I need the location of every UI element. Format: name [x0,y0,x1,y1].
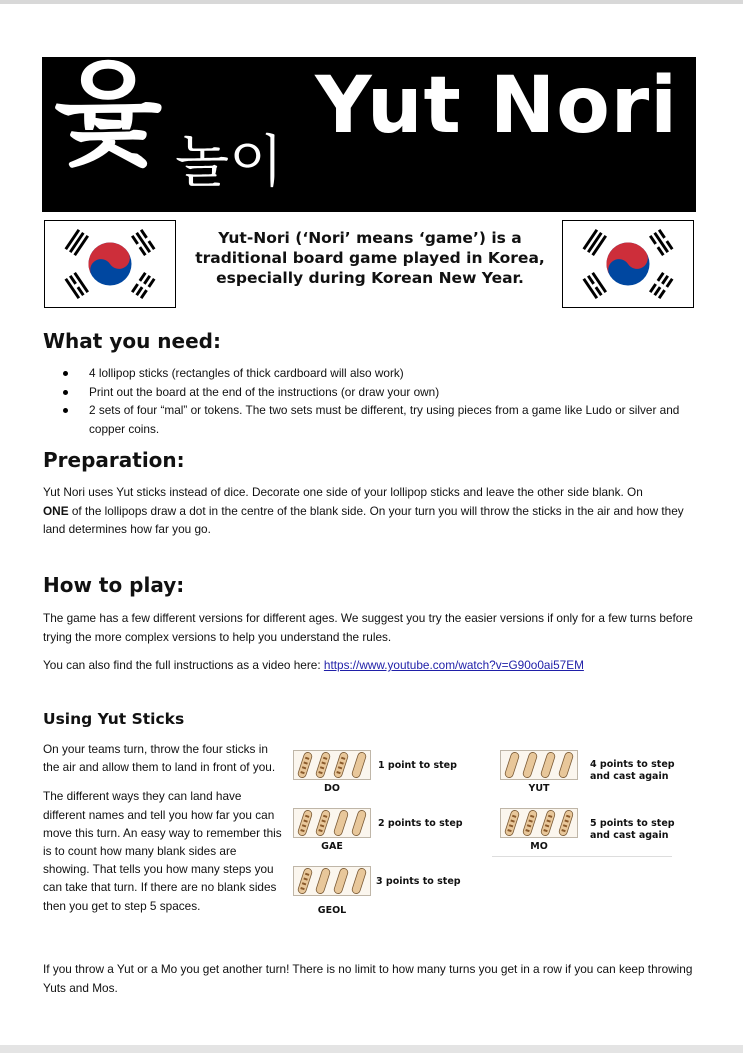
using-sticks-footer: If you throw a Yut or a Mo you get another turn! There is no limit to how many turns you get in a row if you can keep throwing Yuts and Mos. [43,962,693,995]
throw-desc-yut [590,759,700,783]
throw-mo-sticks-icon [500,808,578,838]
korean-title-yut: 윷 [54,57,163,180]
intro-text [190,228,550,288]
list-item: 2 sets of four “mal” or tokens. The two sets must be different, try using pieces from a game like Ludo or silver and copper coins. [43,401,703,438]
korean-flag-left-icon [44,220,176,308]
video-prefix: You can also find the full instructions as a video here: [43,658,324,672]
intro-line: Yut-Nori (‘Nori’ means ‘game’) is a [218,229,522,247]
page-bottom-edge [0,1045,743,1053]
video-line [43,656,703,675]
preparation-text [43,483,703,539]
throw-desc-line: 5 points to step [590,818,675,829]
intro-line: traditional board game played in Korea, [195,249,545,267]
throw-name-do: DO [324,783,340,794]
preparation-heading: Preparation: [43,448,185,472]
how-to-play-text: The game has a few different versions for different ages. We suggest you try the easier versions if only for a few turns before trying the more complex versions to help you understand the rules. [43,611,693,644]
using-yut-sticks-heading: Using Yut Sticks [43,710,185,728]
throw-desc-geol: 3 points to step [376,876,461,887]
title-banner [42,57,696,212]
video-link[interactable]: https://www.youtube.com/watch?v=G90o0ai57EM [323,658,584,672]
korean-title-nori: 놀이 [175,130,284,195]
throw-yut-sticks-icon [500,750,578,780]
needs-list [43,364,703,438]
using-sticks-para: The different ways they can land have different names and tell you how far you can move this turn. An easy way to remember this is to count how many blank sides are showing. That tells you how many steps you can take that turn. If there are no blank sides then you get to step 5 spaces. [43,789,282,913]
throw-desc-line: 4 points to step [590,759,675,770]
throw-name-geol: GEOL [317,905,347,916]
throw-desc-do: 1 point to step [378,760,457,771]
using-sticks-text [43,740,283,926]
throw-name-yut: YUT [528,783,550,794]
how-to-play-heading: How to play: [43,573,185,597]
throw-name-gae: GAE [321,841,343,852]
throw-desc-mo [590,818,700,842]
throw-divider [492,856,672,857]
list-item: Print out the board at the end of the instructions (or draw your own) [43,383,703,402]
throw-name-mo: MO [530,841,548,852]
what-you-need-heading: What you need: [43,329,221,353]
throw-do-sticks-icon [293,750,371,780]
page-top-edge [0,0,743,4]
korean-flag-right-icon [562,220,694,308]
preparation-text-end: of the lollipops draw a dot in the centre of the blank side. On your turn you will throw the sticks in the air and how they land determines how far you go. [43,503,684,536]
preparation-emphasis: ONE [43,503,69,518]
english-title: Yut Nori [315,61,678,151]
throw-gae-sticks-icon [293,808,371,838]
using-sticks-para: On your teams turn, throw the four sticks in the air and allow them to land in front of you. [43,742,276,775]
intro-line: especially during Korean New Year. [216,269,524,287]
throw-geol-sticks-icon [293,866,371,896]
preparation-text-start: Yut Nori uses Yut sticks instead of dice. Decorate one side of your lollipop sticks and leave the other side blank. On [43,485,643,499]
list-item: 4 lollipop sticks (rectangles of thick cardboard will also work) [43,364,703,383]
throw-desc-gae: 2 points to step [378,818,463,829]
throw-desc-line: and cast again [590,771,669,782]
throw-desc-line: and cast again [590,830,669,841]
